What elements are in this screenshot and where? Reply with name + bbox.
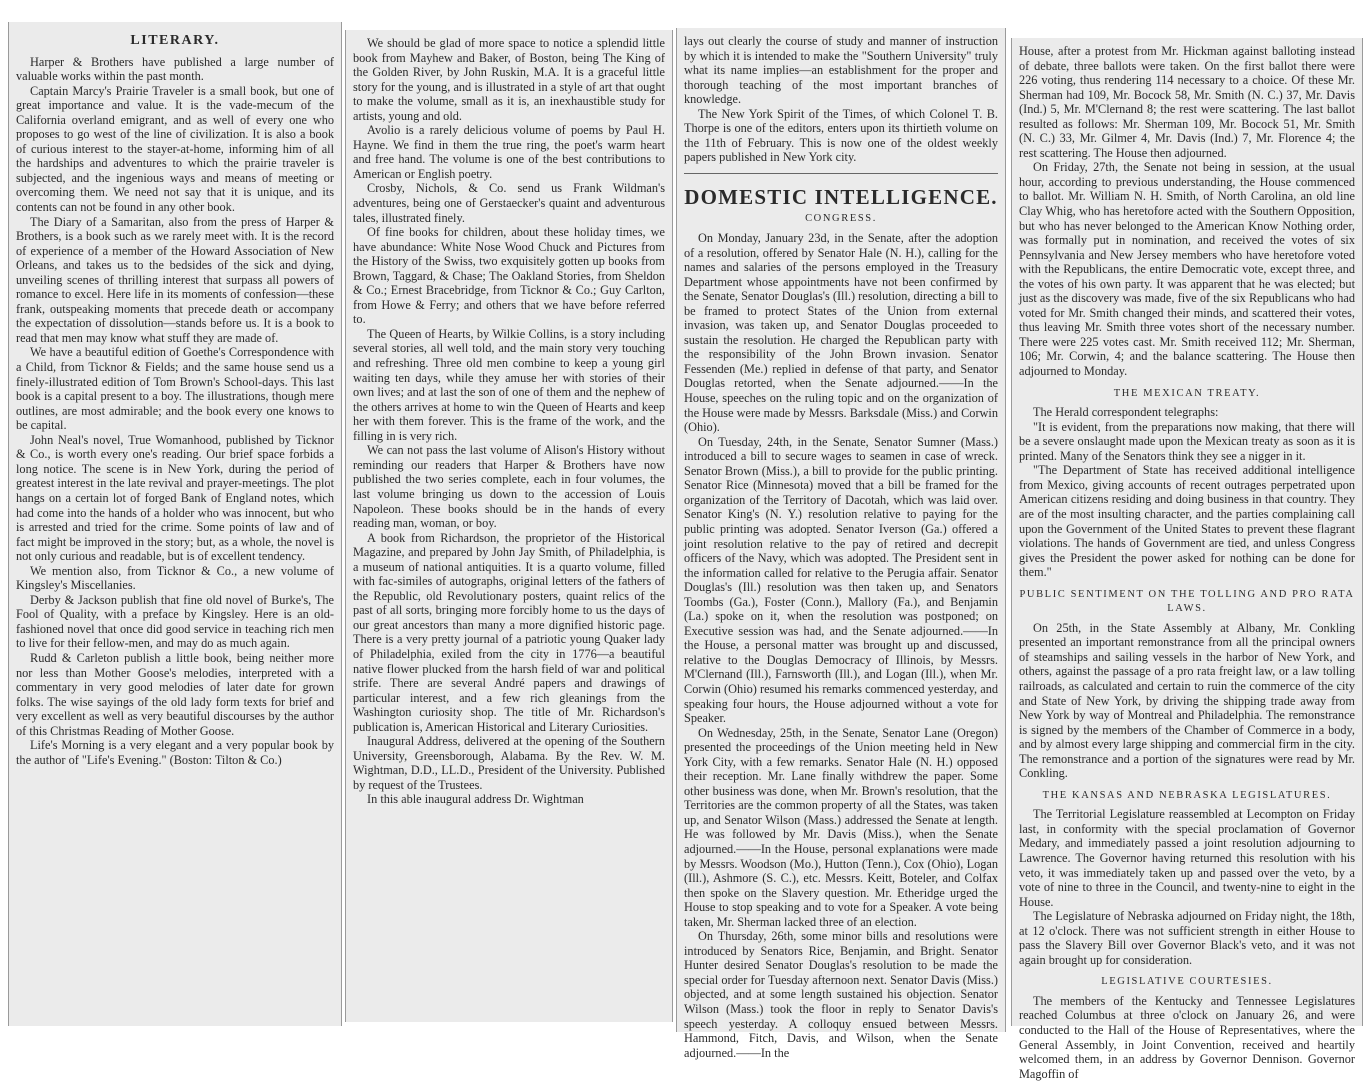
paragraph: On Wednesday, 25th, in the Senate, Senator Lane (Oregon) presented the proceedings of the Union meeting held in New York City, with a few remarks. Senator Hale (N. H.) opposed their reception. Mr. Lane finally withdrew the paper. Some other business was done, when Mr. Brown's resolution, that the Territories are the common property of all the States, was taken up, and Senator Wilson (Mass.) addressed the Senate at length. He was followed by Mr. Davis (Miss.), when the Senate adjourned.——In the House, personal explanations were made by Messrs. Woodson (Mo.), Hutton (Tenn.), Cox (Ohio), Logan (Ill.), Ashmore (S. C.), etc. Messrs. Keitt, Boteler, and Colfax then spoke on the Slavery question. Mr. Etheridge urged the House to stop speaking and to vote for a Speaker. A vote being taken, Mr. Sherman lacked three of an election. (684, 725, 998, 929)
paragraph: On 25th, in the State Assembly at Albany, Mr. Conkling presented an important remonstrance from all the principal owners of steamships and sailing vessels in the harbor of New York, and others, against the passage of a pro rata freight law, or a law tolling railroads, as calculated and certain to ruin the commerce of the city and State of New York, by driving the shipping trade away from New York by way of Montreal and Philadelphia. The remonstrance is signed by the members of the Chamber of Commerce in a body, and by almost every large shipping and commercial firm in the city. The remonstrance and a portion of the signatures were read by Mr. Conkling. (1019, 620, 1355, 781)
subheading-tolling-laws: PUBLIC SENTIMENT ON THE TOLLING AND PRO RATA LAWS. (1019, 588, 1355, 615)
paragraph: Captain Marcy's Prairie Traveler is a small book, but one of great importance and value. It is the vade-mecum of the California overland emigrant, and as well of every one who proposes to go west of the line of civilization. It is also a book of curious interest to the stayer-at-home, informing him of all the hardships and adventures to which the prairie traveler is subjected, and the ingenious ways and means of meeting or overcoming them. We need not say that it is unique, and its contents can not be found in any other book. (16, 83, 334, 215)
paragraph: The Legislature of Nebraska adjourned on Friday night, the 18th, at 12 o'clock. There was not sufficient strength in either House to pass the Slavery Bill over Governor Black's veto, and it was not again brought up for consideration. (1019, 909, 1355, 967)
column-literary-continued (345, 30, 673, 1022)
paragraph: House, after a protest from Mr. Hickman against balloting instead of debate, three ballots were taken. On the first ballot there were 226 voting, thus rendering 114 necessary to a choice. Of these Mr. Sherman had 109, Mr. Bocock 58, Mr. Smith (N. C.) 37, Mr. Davis (Ind.) 5, Mr. M'Clernand 8; the rest were scattering. The last ballot resulted as follows: Mr. Sherman 109, Mr. Bocock 51, Mr. Smith (N. C.) 33, Mr. Gilmer 4, Mr. Davis (Ind.) 7, Mr. Florence 4; the rest scattering. The House then adjourned. (1019, 44, 1355, 160)
paragraph: On Tuesday, 24th, in the Senate, Senator Sumner (Mass.) introduced a bill to secure wages to seamen in case of wreck. Senator Brown (Miss.), a bill to provide for the public printing. Senator Rice (Minnesota) moved that a bill be framed for the organization of the Territory of Dacotah, which was laid over. Senator King's (N. Y.) resolution relative to paying for the public printing was adopted. Senator Iverson (Ga.) offered a joint resolution relative to the pay of retired and decrepit officers of the Navy, which was adopted. The President sent in the information called for relative to the Perugia affair. Senator Douglas's (Ill.) resolution was then taken up, and Senators Toombs (Ga.), Foster (Conn.), Mallory (Fa.), and Benjamin (La.) spoke on it, when the resolution was postponed; on Executive session was had, and the Senate adjourned.——In the House, a personal matter was brought up and discussed, relative to the Douglas Democracy of Illinois, by Messrs. M'Clernand (Ill.), Farnsworth (Ill.), and Logan (Ill.), when Mr. Corwin (Ohio) resumed his remarks commenced yesterday, and speaking four hours, the House adjourned without a vote for Speaker. (684, 434, 998, 726)
subheading-mexican-treaty: THE MEXICAN TREATY. (1113, 387, 1261, 399)
paragraph: We should be glad of more space to notice a splendid little book from Mayhew and Baker, of Boston, being The King of the Golden River, by John Ruskin, M.A. It is a graceful little story for the young, and is illustrated in a style of art that ought to make the volume, small as it is, an inexhaustible study for artists, young and old. (353, 36, 665, 123)
column-domestic-continued (1011, 38, 1363, 1081)
paragraph: "The Department of State has received additional intelligence from Mexico, giving accounts of recent outrages perpetrated upon American citizens residing and doing business in that country. They are of the most insulting character, and the parties complaining call upon the Government of the United States to prevent these flagrant violations. The hands of Government are tied, and unless Congress gives the President the power asked for nothing can be done for them." (1019, 463, 1355, 580)
paragraph: Of fine books for children, about these holiday times, we have abundance: White Nose Wood Chuck and Pictures from the History of the Swiss, two exquisitely gotten up books from Brown, Taggard, & Chase; The Oakland Stories, from Sheldon & Co.; Ernest Bracebridge, from Ticknor & Co.; Guy Carlton, from Howe & Ferry; and others that we have before referred to. (353, 225, 665, 327)
subheading-kansas-nebraska: THE KANSAS AND NEBRASKA LEGISLATURES. (1042, 789, 1332, 801)
paragraph: The Queen of Hearts, by Wilkie Collins, is a story including several stories, all well told, and the main story very touching and refreshing. Three old men combine to keep a young girl waiting ten days, while they amuse her with stories of their own lives; and at last the son of one of them and the nephew of the others arrives at home to win the Queen of Hearts and keep her with them forever. This is the frame of the work, and the filling in is very rich. (353, 326, 665, 443)
heading-domestic-intelligence: DOMESTIC INTELLIGENCE. (684, 173, 998, 205)
paragraph: Life's Morning is a very elegant and a very popular book by the author of "Life's Evening." (Boston: Tilton & Co.) (16, 738, 334, 767)
paragraph: On Monday, January 23d, in the Senate, after the adoption of a resolution, offered by Senator Hale (N. H.), calling for the names and salaries of the persons employed in the Treasury Department whose appointments have not been confirmed by the Senate, Senator Douglas's (Ill.) resolution, directing a bill to be framed to protect States of the Union from external invasion, was taken up, and Senator Douglas proceeded to sustain the resolution. He charged the Republican party with the responsibility of the John Brown invasion. Senator Fessenden (Me.) replied in defense of that party, and Senator Douglas retorted, when the Senate adjourned.——In the House, speeches on the ruling topic and on the organization of the House were made by Messrs. Barksdale (Miss.) and Corwin (Ohio). (684, 231, 998, 435)
paragraph: "It is evident, from the preparations now making, that there will be a severe onslaught made upon the Mexican treaty as soon as it is printed. Many of the Senators think they see a nigger in it. (1019, 419, 1355, 463)
paragraph: The Diary of a Samaritan, also from the press of Harper & Brothers, is a book such as we rarely meet with. It is the record of experience of a member of the Howard Association of New Orleans, and takes us to the bedsides of the sick and dying, unveiling scenes of thrilling interest that surpass all powers of romance to excel. Here life in its moments of confession—these frank, outspeaking moments that precede death or accompany the expectation of dissolution—stands before us. It is a book to read that men may know what stuff they are made of. (16, 214, 334, 345)
paragraph: The New York Spirit of the Times, of which Colonel T. B. Thorpe is one of the editors, enters upon its thirtieth volume on the 11th of February. This is now one of the oldest weekly papers published in New York city. (684, 106, 998, 165)
column-domestic-intelligence (676, 28, 1006, 1060)
paragraph: Inaugural Address, delivered at the opening of the Southern University, Greensborough, Alabama. By the Rev. W. M. Wightman, D.D., LL.D., President of the University. Published by request of the Trustees. (353, 734, 665, 792)
subheading-legislative-courtesies: LEGISLATIVE COURTESIES. (1101, 976, 1273, 988)
paragraph: Rudd & Carleton publish a little book, being neither more nor less than Mother Goose's melodies, interpreted with a commentary in very good melodies of later date for grown folks. The wise sayings of the old lady form texts for brief and very excellent as well as very beautiful discourses by the author of this Christmas Reading of Mother Goose. (16, 650, 334, 738)
paragraph: The members of the Kentucky and Tennessee Legislatures reached Columbus at three o'clock on January 26, and were conducted to the Hall of the House of Representatives, where the General Assembly, in Joint Convention, received and heartily welcomed them, in an address by Governor Dennison. Governor Magoffin of (1019, 993, 1355, 1081)
paragraph: The Herald correspondent telegraphs: (1033, 405, 1219, 420)
paragraph: On Friday, 27th, the Senate not being in session, at the usual hour, according to previous understanding, the House commenced to ballot. Mr. William N. H. Smith, of North Carolina, an old line Clay Whig, who has heretofore acted with the Southern Opposition, but who has never belonged to the American Know Nothing order, was formally put in nomination, and received the votes of six Pennsylvania and New Jersey members who have heretofore voted with the Republicans, the entire Democratic vote, except three, and the votes of his own party. It was apparent that he was elected; but just as the discovery was made, five of the six Republicans who had voted for Mr. Smith changed their minds, and scattered their votes, thus leaving Mr. Smith three votes short of the necessary number. There were 225 votes cast. Mr. Smith received 112; Mr. Sherman, 106; Mr. Corwin, 4; and the balance scattering. The House then adjourned to Monday. (1019, 160, 1355, 379)
subheading-congress: CONGRESS. (805, 213, 877, 225)
literary-paragraphs (16, 55, 334, 768)
paragraph: We can not pass the last volume of Alison's History without reminding our readers that Harper & Brothers have now published the two series complete, each in four volumes, the last volume bringing us down to the accession of Louis Napoleon. These books should be in the hands of every reading man, woman, or boy. (353, 443, 665, 531)
column-literary (8, 22, 342, 1026)
paragraph: John Neal's novel, True Womanhood, published by Ticknor & Co., is worth every one's reading. Our brief space forbids a long notice. The scene is in New York, during the period of greatest interest in the late revival and prayer-meetings. The plot hangs on a certain lot of forged Bank of England notes, which had come into the hands of a holder who was innocent, but who is arrested and tried for the crime. Some points of law and of fact might be improved in the story; but, as a whole, the novel is not only curious and readable, but is of excellent tendency. (16, 432, 334, 564)
paragraph: Harper & Brothers have published a large number of valuable works within the past month. (16, 54, 334, 84)
paragraph: In this able inaugural address Dr. Wightman (367, 792, 584, 807)
paragraph: Crosby, Nichols, & Co. send us Frank Wildman's adventures, being one of Gerstaecker's quaint and adventurous tales, illustrated finely. (353, 181, 665, 225)
paragraph: lays out clearly the course of study and manner of instruction by which it is intended to make the "Southern University" truly what its name implies—an establishment for the proper and thorough teaching of the most important branches of knowledge. (684, 34, 998, 107)
paragraph: Derby & Jackson publish that fine old novel of Burke's, The Fool of Quality, with a preface by Kingsley. Here is an old-fashioned novel that once did good service in teaching rich men to live for their fellow-men, and may do as much again. (16, 592, 334, 651)
paragraph: Avolio is a rarely delicious volume of poems by Paul H. Hayne. We find in them the true ring, the poet's warm heart and free hand. The volume is one of the best contributions to American or English poetry. (353, 123, 665, 181)
heading-literary: LITERARY. (130, 33, 220, 48)
paragraph: On Thursday, 26th, some minor bills and resolutions were introduced by Senators Rice, Benjamin, and Bright. Senator Hunter desired Senator Douglas's resolution to be made the special order for Tuesday afternoon next. Senator Davis (Miss.) objected, and at some length sustained his objection. Senator Wilson (Mass.) took the floor in reply to Senator Davis's speech yesterday. A colloquy ensued between Messrs. Hammond, Fitch, Davis, and Wilson, when the Senate adjourned.——In the (684, 929, 998, 1060)
paragraph: The Territorial Legislature reassembled at Lecompton on Friday last, in conformity with the special proclamation of Governor Medary, and immediately passed a joint resolution adjourning to Lawrence. The Governor having returned this resolution with his veto, it was immediately taken up and passed over the veto, by a vote of nine to three in the Council, and twenty-nine to eight in the House. (1019, 807, 1355, 909)
paragraph: We mention also, from Ticknor & Co., a new volume of Kingsley's Miscellanies. (16, 563, 334, 593)
paragraph: We have a beautiful edition of Goethe's Correspondence with a Child, from Ticknor & Fields; and the same house send us a finely-illustrated edition of Tom Brown's School-days. This last book is a capital present to a boy. The illustrations, though mere outlines, are most admirable; and the book every one knows to be capital. (16, 345, 334, 433)
paragraph: A book from Richardson, the proprietor of the Historical Magazine, and prepared by John Jay Smith, of Philadelphia, is a museum of national antiquities. It is a quarto volume, filled with fac-similes of autographs, original letters of the fathers of the Republic, old Revolutionary posters, quaint relics of the past of all sorts, bringing more forcibly home to us the days of our great ancestors than many a more dignified historic page. There is a very pretty journal of a patriotic young Quaker lady of Philadelphia, exiled from the city in 1776—a beautiful native flower plucked from the harsh field of war and political strife. There are several André papers and drawings of particular interest, and a few rich gleanings from the Washington curiosity shop. The title of Mr. Richardson's publication is, American Historical and Literary Curiosities. (353, 530, 665, 734)
